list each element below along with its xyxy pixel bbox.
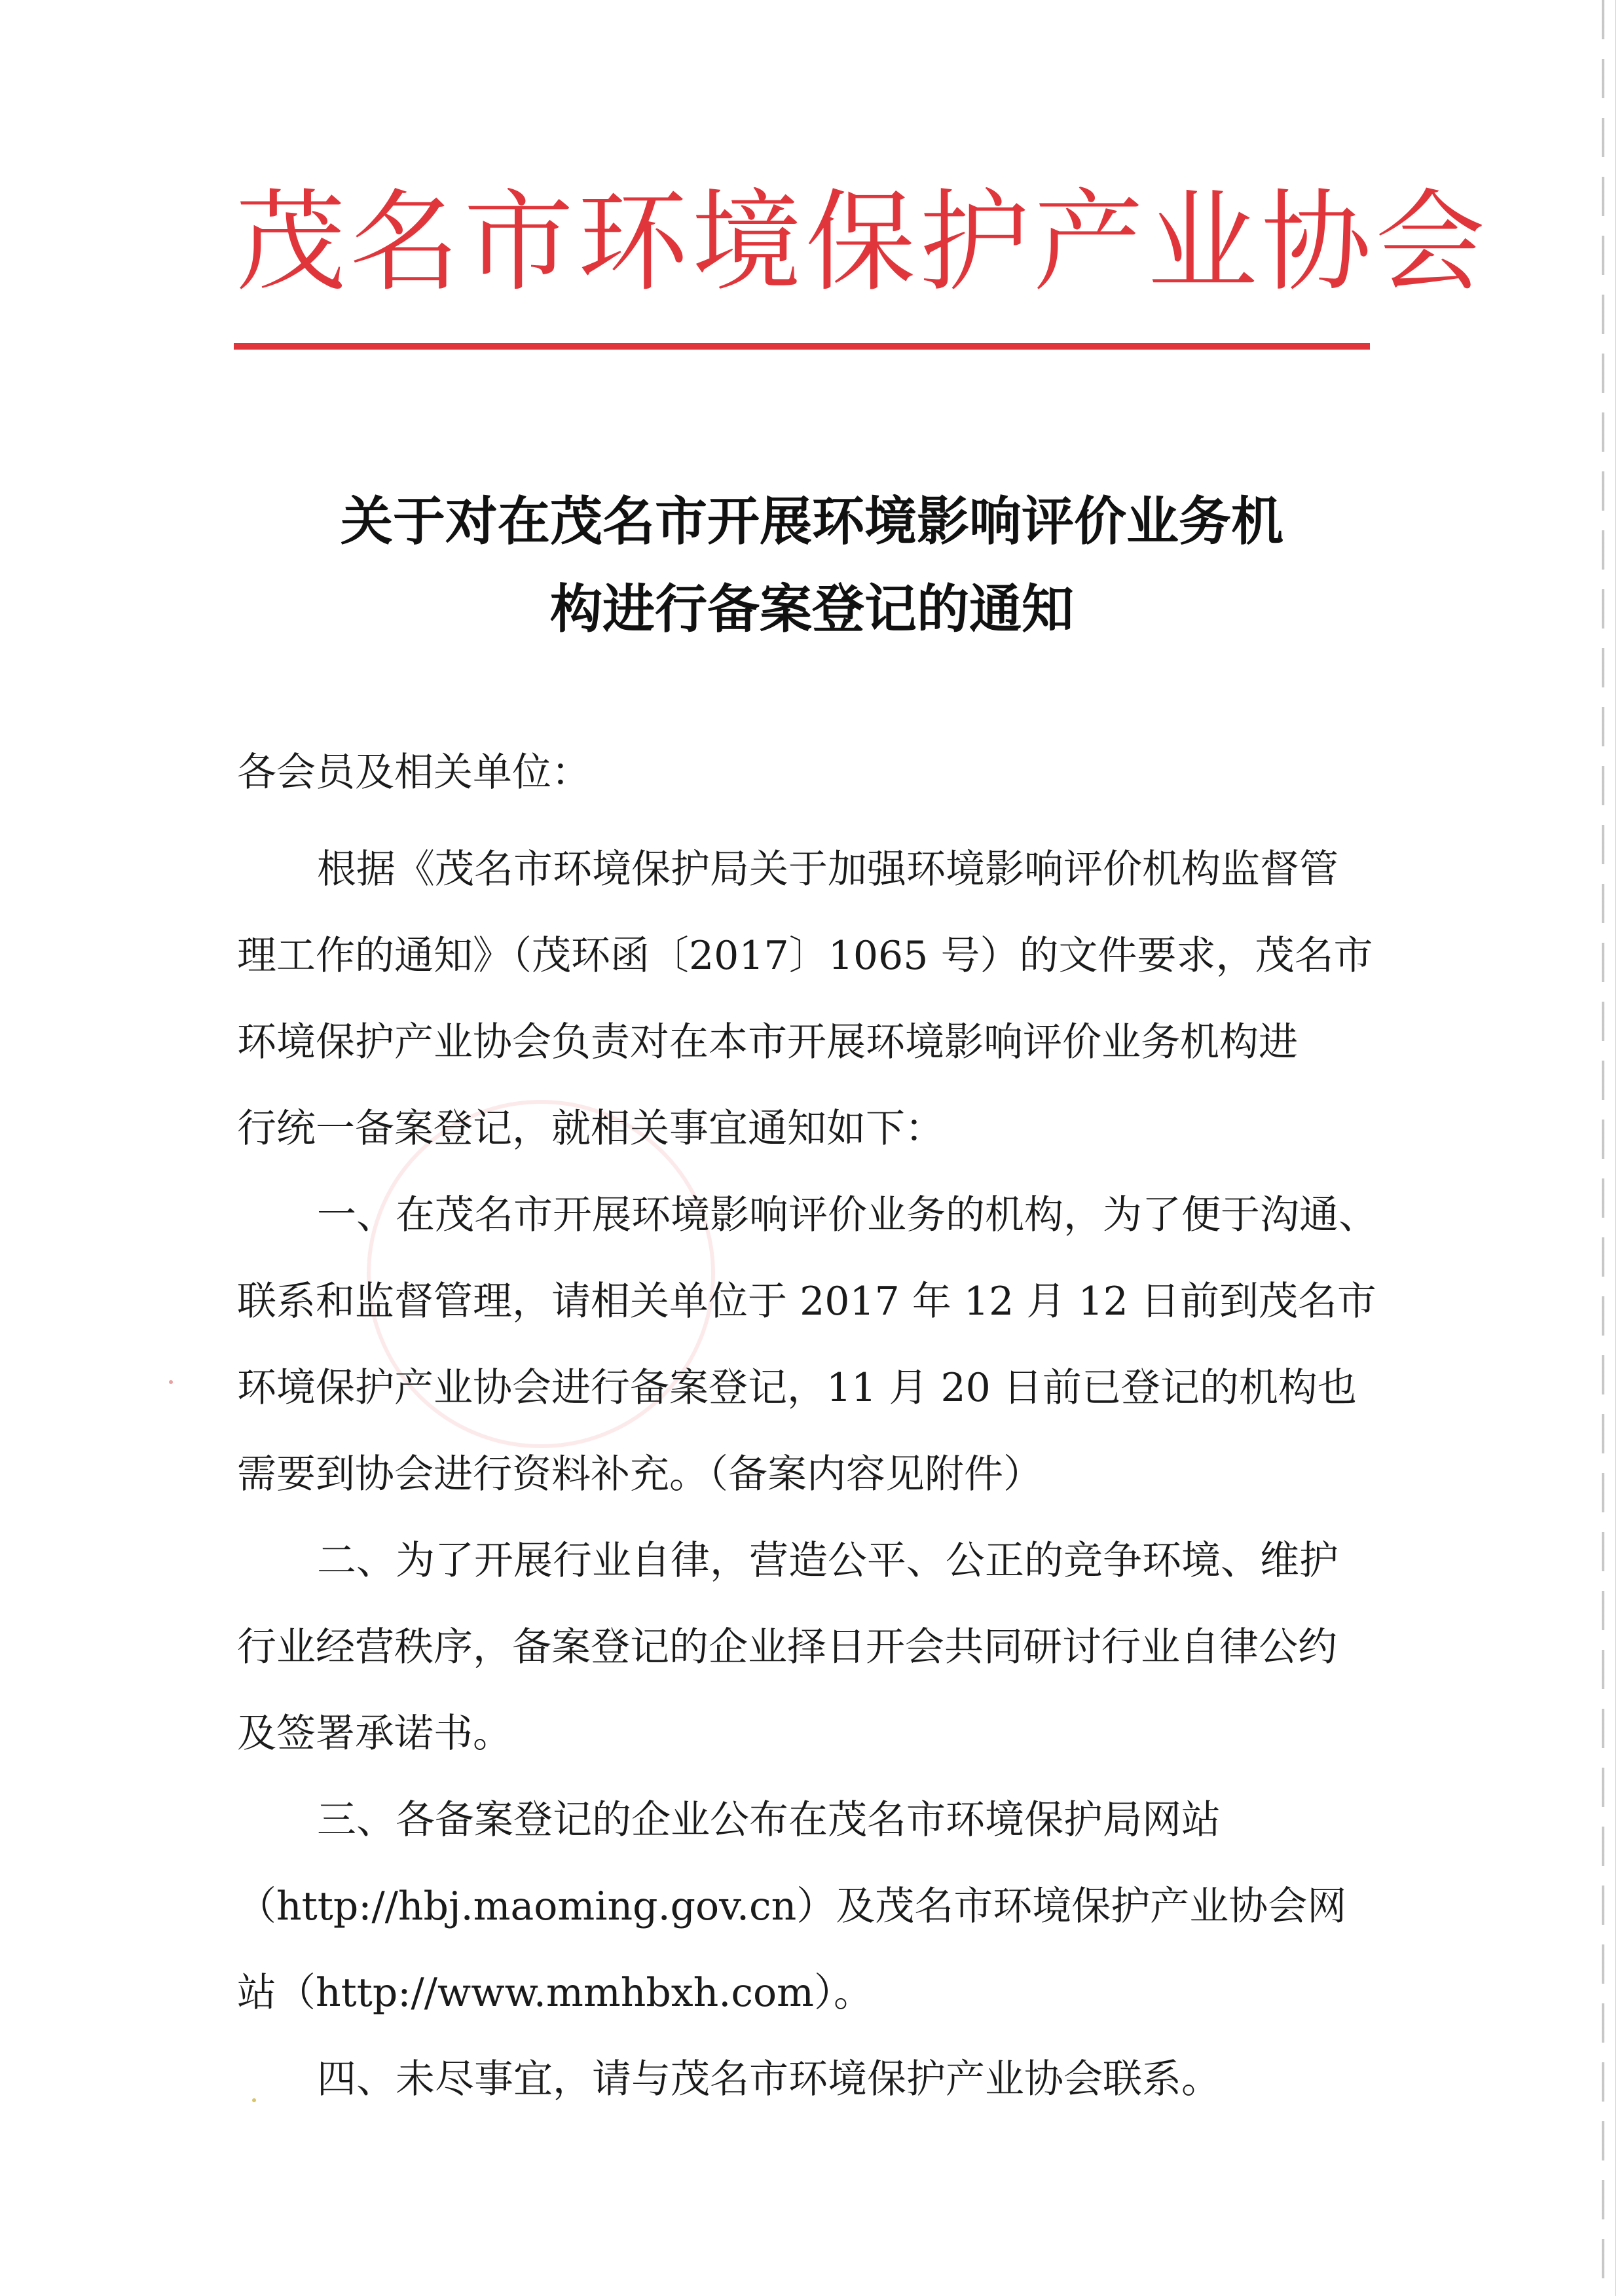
notice-title-line-1: 关于对在茂名市开展环境影响评价业务机: [341, 491, 1283, 552]
scan-speck: [169, 1380, 173, 1384]
body-line: 环境保护产业协会负责对在本市开展环境影响评价业务机构进: [237, 1019, 1298, 1065]
body-line: 三、各备案登记的企业公布在茂名市环境保护局网站: [317, 1797, 1221, 1843]
notice-body: [237, 826, 1390, 2123]
body-line: 行业经营秩序，备案登记的企业择日开会共同研讨行业自律公约: [237, 1624, 1337, 1670]
body-line: 一、在茂名市开展环境影响评价业务的机构，为了便于沟通、: [317, 1192, 1378, 1238]
body-line: 站（http://www.mmhbxh.com）。: [237, 1970, 873, 2016]
notice-title-line-2: 构进行备案登记的通知: [550, 579, 1074, 640]
scan-edge-line: [1615, 0, 1616, 2296]
body-line: 根据《茂名市环境保护局关于加强环境影响评价机构监督管: [317, 847, 1338, 892]
notice-title: [196, 478, 1428, 653]
scan-edge-marks: [1602, 0, 1604, 2296]
body-line: 二、为了开展行业自律，营造公平、公正的竞争环境、维护: [317, 1538, 1338, 1584]
body-line: 环境保护产业协会进行备案登记，11 月 20 日前已登记的机构也: [237, 1365, 1357, 1411]
body-line: 需要到协会进行资料补充。（备案内容见附件）: [237, 1451, 1043, 1497]
masthead-red-rule: [234, 343, 1370, 350]
body-line: 行统一备案登记，就相关事宜通知如下：: [237, 1106, 944, 1152]
organization-masthead: 茂名市环境保护产业协会: [236, 178, 1489, 306]
body-line: 理工作的通知》（茂环函〔2017〕1065 号）的文件要求，茂名市: [237, 933, 1373, 979]
salutation: 各会员及相关单位：: [237, 750, 591, 795]
body-line: 及签署承诺书。: [237, 1711, 512, 1757]
body-line: （http://hbj.maoming.gov.cn）及茂名市环境保护产业协会网: [237, 1884, 1347, 1929]
body-line: 联系和监督管理，请相关单位于 2017 年 12 月 12 日前到茂名市: [237, 1279, 1376, 1324]
body-line: 四、未尽事宜，请与茂名市环境保护产业协会联系。: [317, 2056, 1221, 2102]
